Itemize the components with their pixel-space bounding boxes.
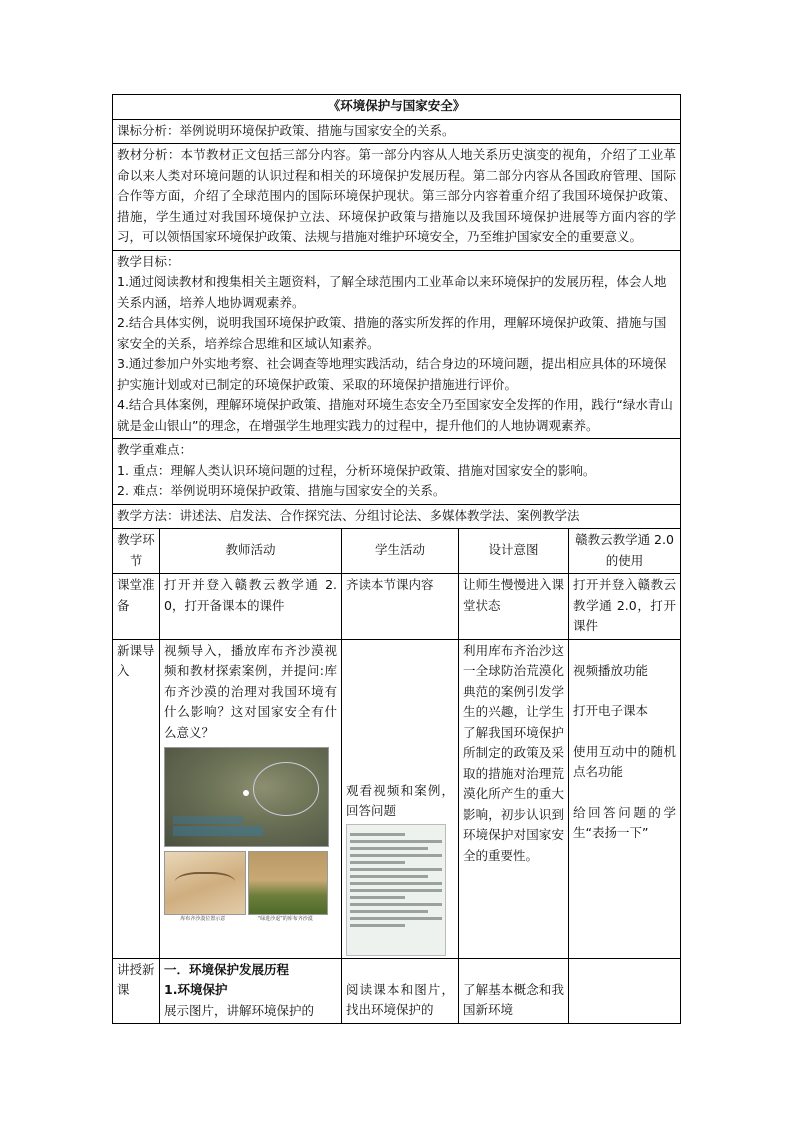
student-cell: 齐读本节课内容 xyxy=(342,574,459,640)
header-stage: 教学环节 xyxy=(113,529,160,574)
caption-location-map: 库布齐沙漠位置示意 xyxy=(180,916,226,922)
cloud-item: 使用互动中的随机点名功能 xyxy=(573,743,677,779)
caption-desert-photo: “绿进沙退”的库布齐沙漠 xyxy=(257,916,313,922)
teaching-objectives xyxy=(113,250,681,439)
cloud-item: 打开电子课本 xyxy=(573,703,649,718)
design-cell: 利用库布齐治沙这一全球防治荒漠化典范的案例引发学生的兴趣，让学生了解我国环境保护所制定的政策及采取的措施对治理荒漠化所产生的重大影响，初步认识到环境保护对国家安全的重要性。 xyxy=(459,639,569,958)
stage-cell: 课堂准备 xyxy=(113,574,160,640)
header-design: 设计意图 xyxy=(459,529,569,574)
teacher-text: 展示图片，讲解环境保护的 xyxy=(164,1002,315,1018)
cloud-cell: 打开并登入赣教云教学通 2.0，打开课件 xyxy=(569,574,681,640)
design-text: 了解基本概念和我国新环境 xyxy=(463,981,564,1017)
table-row xyxy=(113,639,681,958)
case-document-thumbnail xyxy=(346,824,446,956)
teacher-cell xyxy=(160,958,342,1024)
image-pair xyxy=(164,851,337,915)
table-header-row xyxy=(113,529,681,574)
objectives-heading: 教学目标： xyxy=(117,253,180,269)
cloud-item: 给回答问题的学生“表扬一下” xyxy=(573,804,677,840)
objective-item: 3.通过参加户外实地考察、社会调查等地理实践活动，结合身边的环境问题，提出相应具体的环境保护实施计划或对已制定的环境保护政策、采取的环境保护措施进行评价。 xyxy=(117,356,667,392)
key-difficult-points xyxy=(113,439,681,505)
objective-item: 2.结合具体实例，说明我国环境保护政策、措施的落实所发挥的作用，理解环境保护政策、措施与国家安全的关系，培养综合思维和区域认知素养。 xyxy=(117,315,667,351)
cloud-cell xyxy=(569,639,681,958)
keypoint-item: 1. 重点：理解人类认识环境问题的过程，分析环境保护政策、措施对国家安全的影响。 xyxy=(117,462,596,478)
header-cloud: 赣教云教学通 2.0 的使用 xyxy=(569,529,681,574)
student-text: 阅读课本和图片，找出环境保护的 xyxy=(346,981,454,1017)
lesson-plan-table xyxy=(112,94,681,1024)
objective-item: 4.结合具体案例，理解环境保护政策、措施对环境生态安全乃至国家安全发挥的作用，践行“绿水青山就是金山银山”的理念，在增强学生地理实践力的过程中，提升他们的人地协调观素养。 xyxy=(117,397,673,433)
stage-cell: 新课导入 xyxy=(113,639,160,958)
student-cell xyxy=(342,639,459,958)
keypoint-item: 2. 难点：举例说明环境保护政策、措施与国家安全的关系。 xyxy=(117,483,446,498)
teacher-text: 视频导入，播放库布齐沙漠视频和教材探索案例，并提问:库布齐沙漠的治理对我国环境有什么影响？这对国家安全有什么意义？ xyxy=(164,642,337,740)
curriculum-analysis: 课标分析：举例说明环境保护政策、措施与国家安全的关系。 xyxy=(113,119,681,144)
student-text: 观看视频和案例，回答问题 xyxy=(346,782,454,818)
design-cell: 让师生慢慢进入课堂状态 xyxy=(459,574,569,640)
student-cell xyxy=(342,958,459,1024)
header-student: 学生活动 xyxy=(342,529,459,574)
teacher-cell xyxy=(160,639,342,958)
design-cell xyxy=(459,958,569,1024)
objective-item: 1.通过阅读教材和搜集相关主题资料，了解全球范围内工业革命以来环境保护的发展历程，体会人地关系内涵，培养人地协调观素养。 xyxy=(117,274,667,310)
cloud-cell xyxy=(569,958,681,1024)
stage-cell: 讲授新课 xyxy=(113,958,160,1024)
cloud-item: 视频播放功能 xyxy=(573,662,649,678)
table-row xyxy=(113,958,681,1024)
document-title: 《环境保护与国家安全》 xyxy=(113,95,681,120)
section-heading: 一．环境保护发展历程 xyxy=(164,961,290,977)
textbook-analysis: 教材分析：本节教材正文包括三部分内容。第一部分内容从人地关系历史演变的视角，介绍了工业革命以来人类对环境问题的认识过程和相关的环境保护发展历程。第二部分内容从各国政府管理、国际合作等方面，介绍了全球范围内的国际环境保护现状。第三部分内容着重介绍了我国环境保护政策、措施，学生通过对我国环境保护立法、环境保护政策与措施以及我国环境保护进展等方面内容的学习，可以领悟国家环境保护政策、法规与措施对维护环境安全，乃至维护国家安全的重要意义。 xyxy=(113,144,681,251)
subsection-heading: 1.环境保护 xyxy=(164,982,228,997)
header-teacher: 教师活动 xyxy=(160,529,342,574)
keypoints-heading: 教学重难点： xyxy=(117,442,193,457)
teacher-cell: 打开并登入赣教云教学通 2.0，打开备课本的课件 xyxy=(160,574,342,640)
table-row xyxy=(113,574,681,640)
kubuqi-location-map xyxy=(164,851,246,915)
kubuqi-desert-photo xyxy=(248,851,328,915)
teaching-methods: 教学方法：讲述法、启发法、合作探究法、分组讨论法、多媒体教学法、案例教学法 xyxy=(113,504,681,529)
image-captions xyxy=(164,915,329,923)
kubuqi-satellite-image xyxy=(164,747,329,847)
